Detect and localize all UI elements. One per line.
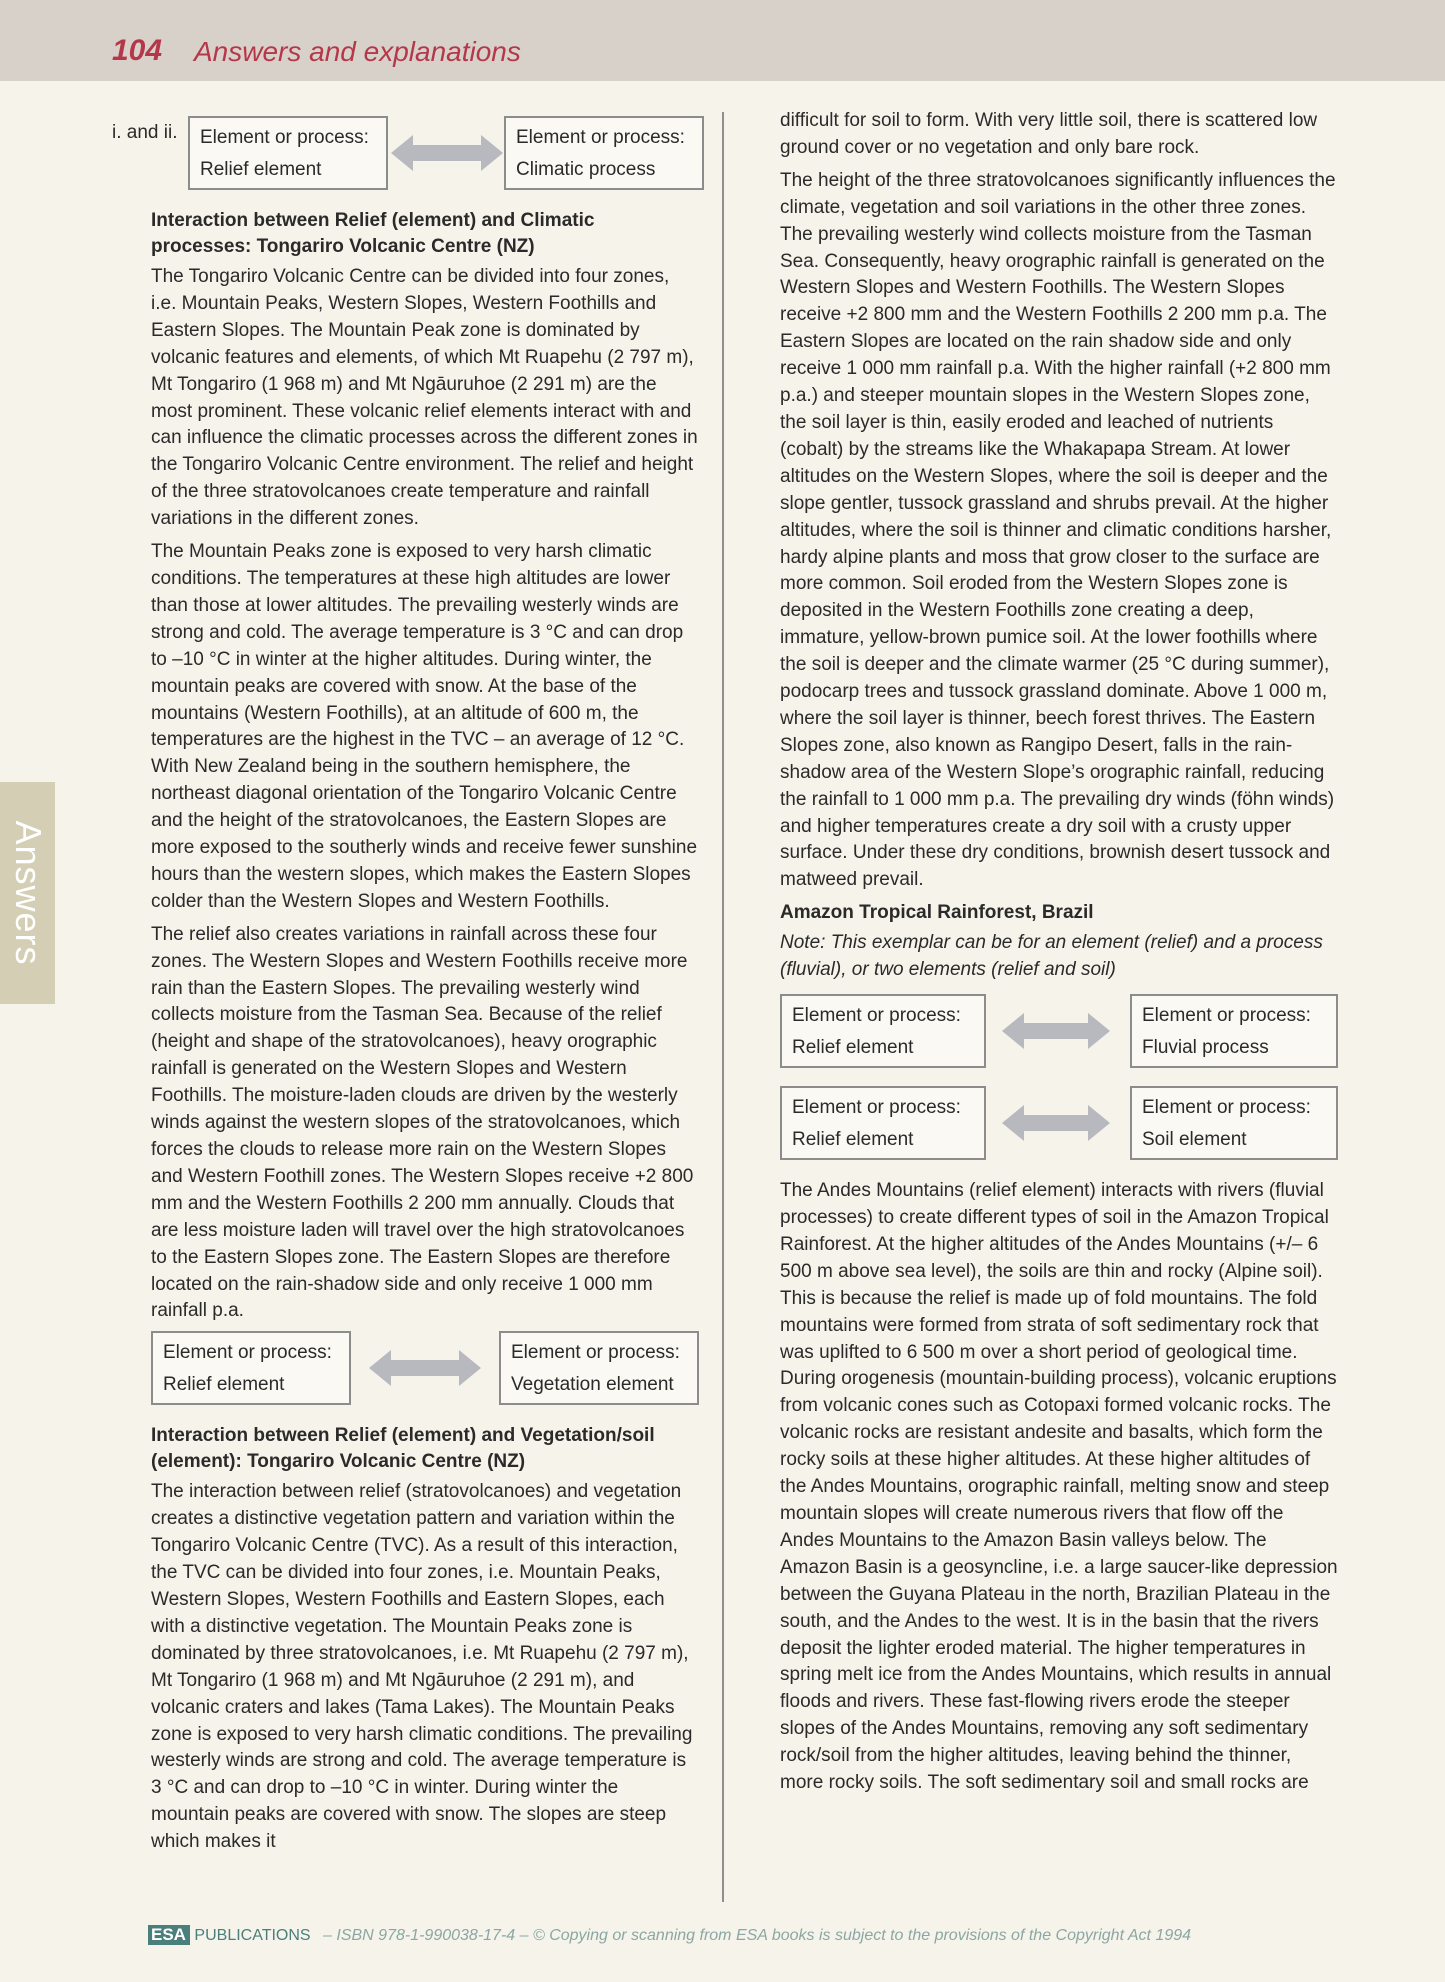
paragraph: difficult for soil to form. With very little soil, there is scattered low ground cover or no vegetation and only bare rock. [780, 110, 1318, 158]
paragraph: The relief also creates variations in rainfall across these four zones. The Western Slopes and Western Foothills receive more rain than the Eastern Slopes. The prevailing westerly wind collects moisture from the Tasman Sea. Because of the relief (height and shape of the stratovolcanoes), heavy orographic rainfall is generated on the Western Slopes and Western Foothills. The moisture-laden clouds are driven by the westerly winds against the western slopes of the stratovolcanoes, which forces the clouds to release more rain on the Western Slopes and Western Foothill zones. The Western Slopes receive +2 800 mm and the Western Foothills 2 200 mm annually. Clouds that are less moisture laden will travel over the high stratovolcanoes to the Eastern Slopes zone. The Eastern Slopes are therefore located on the rain-shadow side and only receive 1 000 mm rainfall p.a. [151, 923, 694, 1322]
box-line: Element or process: [1142, 1097, 1311, 1119]
paragraph: The interaction between relief (stratovolcanoes) and vegetation creates a distinctive vegetation pattern and variation within the Tongariro Volcanic Centre (TVC). As a result of this interaction, the TVC can be divided into four zones, i.e. Mountain Peaks, Western Slopes, Western Foothills and Eastern Slopes, each with a distinctive vegetation. The Mountain Peaks zone is dominated by three stratovolcanoes, i.e. Mt Ruapehu (2 797 m), Mt Tongariro (1 968 m) and Mt Ngāuruhoe (2 291 m), and volcanic craters and lakes (Tama Lakes). The Mountain Peaks zone is exposed to very harsh climatic conditions. The prevailing westerly winds are strong and cold. The average temperature is 3 °C and can drop to –10 °C in winter. During winter the mountain peaks are covered with snow. The slopes are steep which makes it [151, 1481, 693, 1853]
box-line: Element or process: [163, 1342, 332, 1364]
paragraph: The Tongariro Volcanic Centre can be divided into four zones, i.e. Mountain Peaks, Western Slopes, Western Foothills and Eastern Slopes. The Mountain Peak zone is dominated by volcanic features and elements, of which Mt Ruapehu (2 797 m), Mt Tongariro (1 968 m) and Mt Ngāuruhoe (2 291 m) are the most prominent. These volcanic relief elements interact with and can influence the climatic processes across the different zones in the Tongariro Volcanic Centre environment. The relief and height of the three stratovolcanoes create temperature and rainfall variations in the different zones. [151, 266, 698, 530]
double-arrow-icon [369, 1350, 481, 1386]
copyright-notice: – ISBN 978-1-990038-17-4 – © Copying or scanning from ESA books is subject to the provisions of the Copyright Act 1994 [323, 1927, 1192, 1944]
box-line: Element or process: [1142, 1005, 1311, 1027]
publisher-logo: ESA [148, 1925, 190, 1945]
box-line: Relief element [200, 159, 322, 180]
side-tab [0, 782, 55, 1004]
box-line: Element or process: [516, 127, 685, 148]
box-line: Fluvial process [1142, 1037, 1269, 1059]
element-box [780, 1086, 986, 1160]
section-heading: Interaction between Relief (element) and Vegetation/soil (element): Tongariro Volcanic Centre (NZ) [151, 1425, 655, 1473]
right-column [780, 108, 1338, 1803]
element-pair [780, 1086, 1338, 1166]
element-box [780, 994, 986, 1068]
paragraph: The Mountain Peaks zone is exposed to very harsh climatic conditions. The temperatures at these high altitudes are lower than those at lower altitudes. The prevailing westerly winds are strong and cold. The average temperature is 3 °C and can drop to –10 °C in winter at the higher altitudes. During winter, the mountain peaks are covered with snow. At the base of the mountains (Western Foothills), at an altitude of 600 m, the temperatures are the highest in the TVC – an average of 12 °C. With New Zealand being in the southern hemisphere, the northeast diagonal orientation of the Tongariro Volcanic Centre and the height of the stratovolcanoes, the Eastern Slopes are more exposed to the southerly winds and receive fewer sunshine hours than the western slopes, which makes the Eastern Slopes colder than the Western Slopes and Western Foothills. [151, 541, 698, 912]
paragraph: The height of the three stratovolcanoes significantly influences the climate, vegetation and soil variations in the other three zones. The prevailing westerly wind collects moisture from the Tasman Sea. Consequently, heavy orographic rainfall is generated on the Western Slopes and Western Foothills. The Western Slopes receive +2 800 mm and the Western Foothills 2 200 mm p.a. The Eastern Slopes are located on the rain shadow side and only receive 1 000 mm rainfall p.a. With the higher rainfall (+2 800 mm p.a.) and steeper mountain slopes in the Western Slopes zone, the soil layer is thin, easily eroded and leached of nutrients (cobalt) by the streams like the Whakapapa Stream. At lower altitudes on the Western Slopes, where the soil is deeper and the slope gentler, tussock grassland and shrubs prevail. At the higher altitudes, where the soil is thinner and climatic conditions harsher, hardy alpine plants and moss that grow closer to the surface are more common. Soil eroded from the Western Slopes zone is deposited in the Western Foothills zone creating a deep, immature, yellow-brown pumice soil. At the lower foothills where the soil is deeper and the climate warmer (25 °C during summer), podocarp trees and tussock grassland dominate. Above 1 000 m, where the soil layer is thinner, beech forest thrives. The Eastern Slopes zone, also known as Rangipo Desert, falls in the rain-shadow area of the Western Slope’s orographic rainfall, reducing the rainfall to 1 000 mm p.a. The prevailing dry winds (föhn winds) and higher temperatures create a dry soil with a crusty upper surface. Under these dry conditions, brownish desert tussock and matweed prevail. [780, 169, 1336, 891]
box-line: Relief element [163, 1374, 285, 1396]
left-column [151, 108, 699, 1862]
section-heading: Interaction between Relief (element) and Climatic processes: Tongariro Volcanic Centre (NZ) [151, 210, 595, 257]
page-header [0, 0, 1445, 81]
section-heading: Amazon Tropical Rainforest, Brazil [780, 902, 1094, 924]
publisher-name: PUBLICATIONS [194, 1927, 311, 1944]
box-line: Relief element [792, 1129, 914, 1151]
pair-label: i. and ii. [112, 122, 178, 143]
element-pair [151, 1331, 699, 1411]
paragraph: The Andes Mountains (relief element) interacts with rivers (fluvial processes) to create different types of soil in the Amazon Tropical Rainforest. At the higher altitudes of the Andes Mountains (+/– 6 500 m above sea level), the soils are thin and rocky (Alpine soil). This is because the relief is made up of fold mountains. The fold mountains were formed from strata of soft sedimentary rock that was uplifted to 6 500 m over a short period of geological time. During orogenesis (mountain-building process), volcanic eruptions from volcanic cones such as Cotopaxi formed volcanic rocks. The volcanic rocks are resistant andesite and basalts, which form the rocky soils at these higher altitudes. At these higher altitudes of the Andes Mountains, orographic rainfall, melting snow and steep mountain slopes will create numerous rivers that flow off the Andes Mountains to the Amazon Basin valleys below. The Amazon Basin is a geosyncline, i.e. a large saucer-like depression between the Guyana Plateau in the north, Brazilian Plateau in the south, and the Andes to the west. It is in the basin that the rivers deposit the lighter eroded material. The higher temperatures in spring melt ice from the Andes Mountains, which results in annual floods and rivers. These fast-flowing rivers erode the steeper slopes of the Andes Mountains, removing any soft sedimentary rock/soil from the higher altitudes, leaving behind the thinner, more rocky soils. The soft sedimentary soil and small rocks are [780, 1180, 1338, 1794]
box-line: Element or process: [200, 127, 369, 148]
page-footer [148, 1925, 1348, 1945]
double-arrow-icon [1002, 1013, 1110, 1049]
box-line: Relief element [792, 1037, 914, 1059]
element-box [1130, 994, 1338, 1068]
box-line: Soil element [1142, 1129, 1247, 1151]
double-arrow-icon [1002, 1105, 1110, 1141]
element-box [151, 1331, 351, 1405]
page-number: 104 [112, 34, 163, 67]
element-pair [780, 994, 1338, 1074]
column-divider [722, 112, 724, 1902]
element-box [1130, 1086, 1338, 1160]
box-line: Climatic process [516, 159, 656, 180]
box-line: Element or process: [792, 1097, 961, 1119]
note: Note: This exemplar can be for an element (relief) and a process (fluvial), or two elements (relief and soil) [780, 932, 1323, 981]
box-line: Vegetation element [511, 1374, 674, 1396]
box-line: Element or process: [792, 1005, 961, 1027]
page-title: Answers and explanations [194, 36, 521, 67]
element-box [499, 1331, 699, 1405]
box-line: Element or process: [511, 1342, 680, 1364]
side-tab-label: Answers [7, 820, 49, 966]
